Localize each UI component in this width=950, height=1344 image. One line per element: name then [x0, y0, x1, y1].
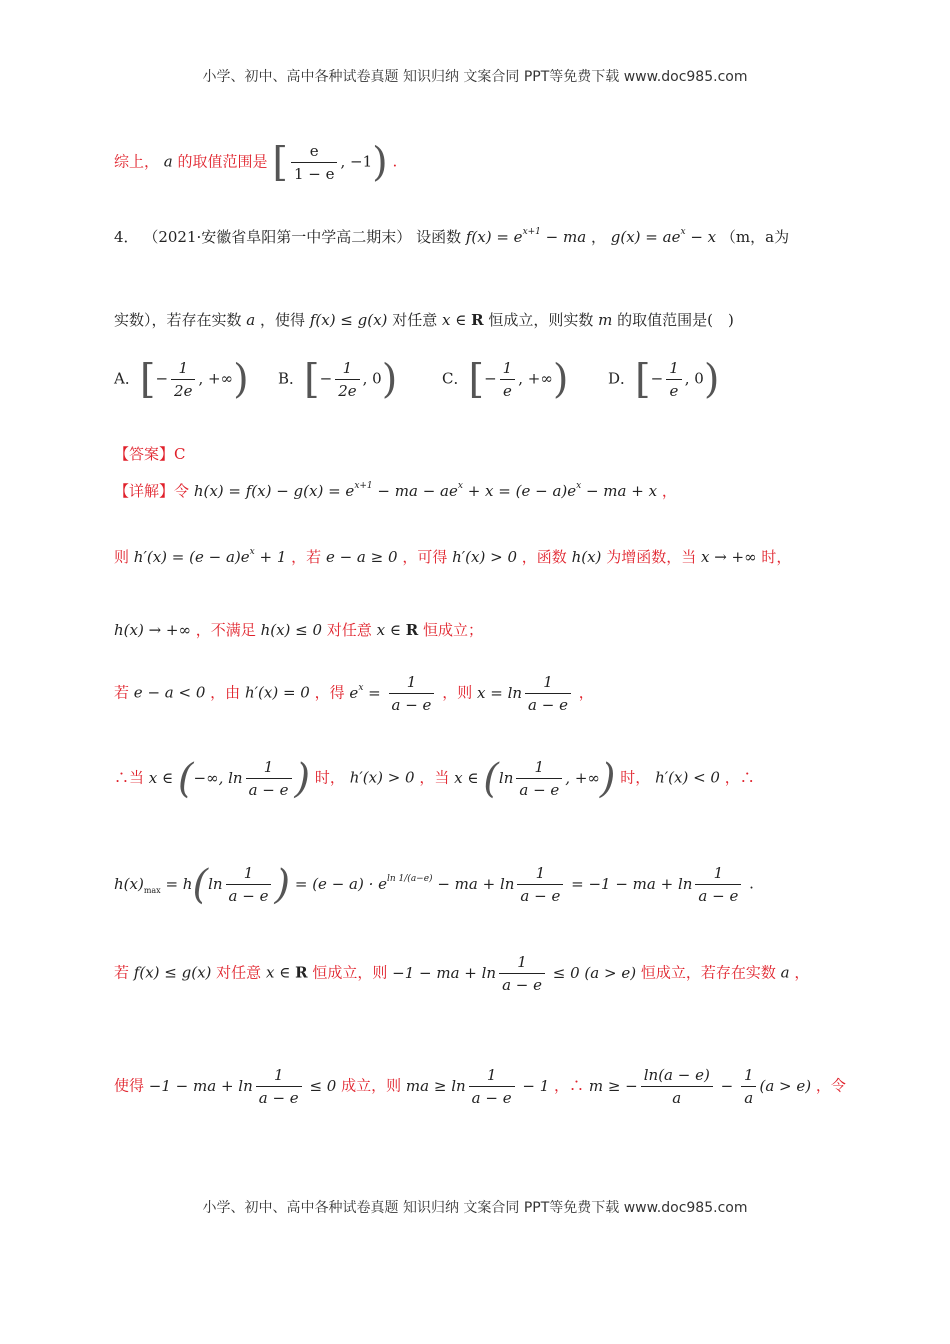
separator: ， [590, 228, 606, 246]
answer-label: 【答案】 [114, 445, 175, 463]
solution-line-1: 【详解】令 $h(x) = f(x) - g(x) = e^{x+1}$ − ma − $ae^x + x = (e - a)e^x$ − ma + x ， [114, 481, 677, 500]
var-m: m [598, 311, 613, 329]
summary-var: a [163, 152, 173, 171]
solution-line-5: ∴当 x ∈ (−∞, ln $\frac{1}{a - e}$ ) 时， h′(x) > 0 ，当 x ∈ (ln $\frac{1}{a - e}$ , +∞) 时， h′(x) < 0 ，∴ [114, 755, 755, 802]
summary-tail: , −1 [340, 152, 373, 171]
answer-value: C [174, 445, 186, 463]
solution-line-6: $h(x)_{max} = h(\ln$ $\frac{1}{a - e}$ ) = $(e - a) \cdot e^{ln 1/(a-e)}$ − ma + ln $\frac{1}{a - e}$ = −1 − ma + ln $\frac{1}{a - e}$ . [114, 861, 754, 908]
solution-label: 【详解】 [114, 482, 175, 500]
problem-text: 的取值范围是( ) [617, 311, 734, 329]
summary-mid: 的取值范围是 [177, 152, 268, 171]
option-a: A．[− $\frac{1}{2e}$ , +∞) [114, 356, 249, 403]
page-header: 小学、初中、高中各种试卷真题 知识归纳 文案合同 PPT等免费下载 www.doc985.com [202, 69, 748, 85]
summary-fraction: $\frac{e}{1 - e}$ [291, 140, 338, 185]
solution-line-7: 若 f(x) ≤ g(x) 对任意 x ∈ R 恒成立，则 −1 − ma + ln $\frac{1}{a - e}$ ≤ 0 (a > e) 恒成立，若存在实数 a ， [114, 953, 810, 994]
problem-text: 设函数 [416, 228, 462, 246]
option-d: D．[− $\frac{1}{e}$ , 0) [608, 356, 720, 403]
inequality: f(x) ≤ g(x) [309, 311, 388, 329]
f-definition: $f(x) = e^{x+1}$ − ma [465, 227, 587, 246]
option-c: C．[− $\frac{1}{e}$ , +∞) [442, 356, 569, 403]
g-definition: $g(x) = ae^x - x$ [610, 227, 717, 246]
problem-line-2 [114, 309, 734, 330]
summary-end: . [392, 152, 398, 171]
problem-line-1 [114, 226, 789, 247]
solution-line-4: 若 e − a < 0 ，由 h′(x) = 0 ，得 $e^x$ = $\frac{1}{a - e}$ ，则 x = ln $\frac{1}{a - e}$ ， [114, 673, 594, 714]
problem-text: ，使得 [260, 311, 306, 329]
summary-prefix: 综上， [114, 152, 160, 171]
problem-number: 4． [114, 228, 139, 246]
x-in-r: x ∈ R [442, 311, 484, 329]
problem-text: 对任意 [392, 311, 438, 329]
solution-line-8: 使得 −1 − ma + ln $\frac{1}{a - e}$ ≤ 0 成立，则 ma ≥ ln $\frac{1}{a - e}$ − 1 ，∴ m ≥ − $\frac{\ln(a - e)}{a}$ − $\frac{1}{a}$ (a > e) ，令 [114, 1066, 846, 1107]
h-definition: $h(x) = f(x) - g(x) = e^{x+1}$ − ma − $ae^x + x = (e - a)e^x$ − ma + x [193, 481, 658, 500]
solution-line-2: 则 $h'(x) = (e - a)e^x + 1$ ，若 e − a ≥ 0 ，可得 h′(x) > 0 ，函数 h(x) 为增函数，当 x → +∞ 时， [114, 547, 792, 566]
solution-line-3: h(x) → +∞ ，不满足 h(x) ≤ 0 对任意 x ∈ R 恒成立； [114, 621, 484, 639]
problem-paren: （m，a为 [720, 228, 790, 246]
problem-text: 恒成立，则实数 [488, 311, 594, 329]
problem-source: （2021·安徽省阜阳第一中学高二期末） [143, 228, 412, 246]
option-b: B．[− $\frac{1}{2e}$ , 0) [278, 356, 398, 403]
answer-line [114, 443, 186, 464]
summary-line: 综上， a 的取值范围是 [ $\frac{e}{1 - e}$ , −1) . [114, 139, 398, 186]
page-footer: 小学、初中、高中各种试卷真题 知识归纳 文案合同 PPT等免费下载 www.doc985.com [202, 1200, 748, 1216]
problem-text: 实数），若存在实数 [114, 311, 242, 329]
var-a: a [246, 311, 256, 329]
